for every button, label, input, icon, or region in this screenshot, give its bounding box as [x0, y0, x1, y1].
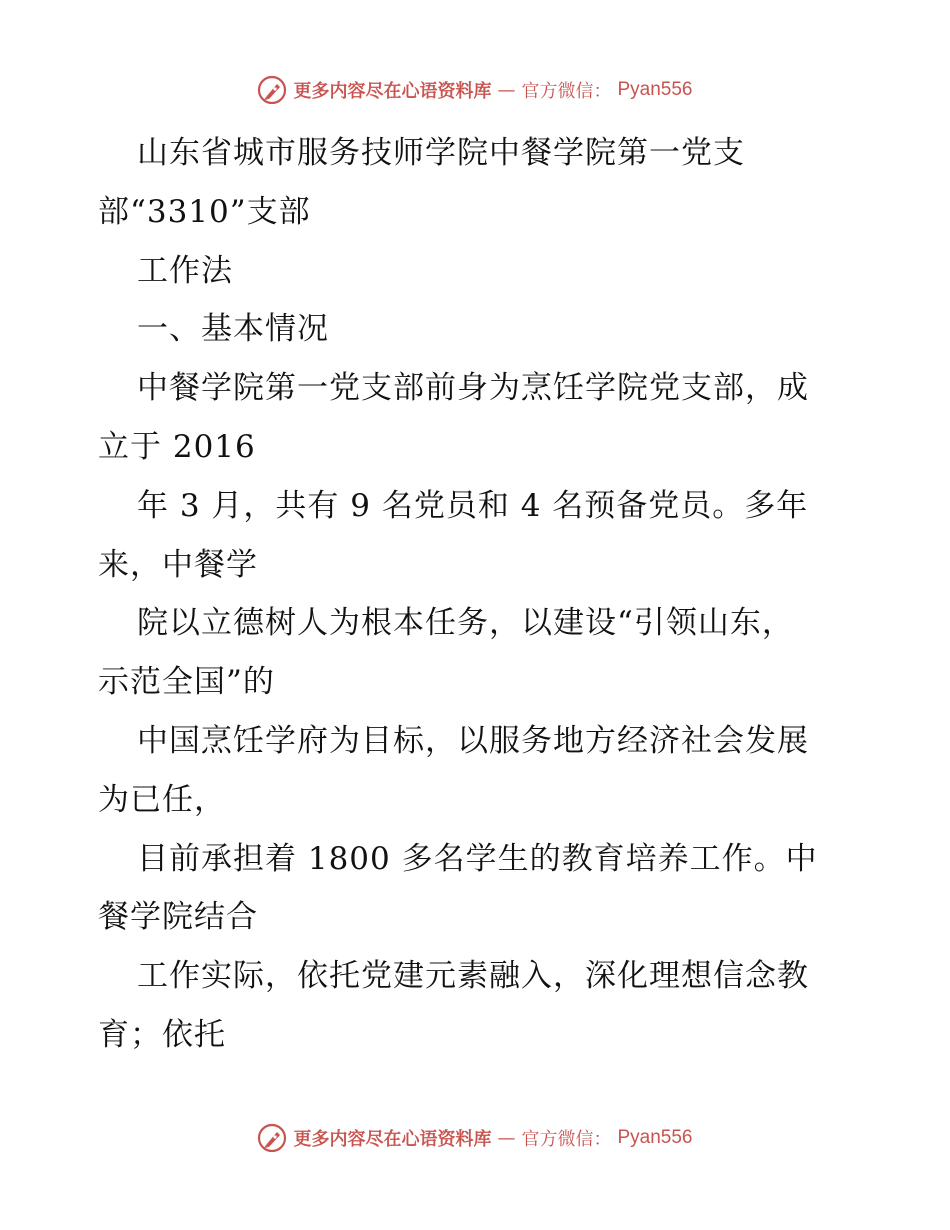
banner-separator: — — [497, 1127, 516, 1149]
doc-line: 餐学院结合 — [98, 899, 258, 936]
doc-line: 为已任， — [98, 781, 226, 818]
doc-line: 来，中餐学 — [98, 546, 258, 583]
banner-separator: — — [497, 79, 516, 101]
doc-line: 院以立德树人为根本任务，以建设“引领山东， — [137, 605, 794, 642]
quill-pen-icon — [257, 1123, 287, 1153]
banner-wechat-handle: Pyan556 — [617, 79, 693, 100]
document-body — [98, 124, 858, 1065]
banner-brand-text: 更多内容尽在心语资料库 — [293, 81, 492, 102]
footer-banner — [0, 1118, 950, 1158]
header-banner — [0, 70, 950, 110]
banner-wechat-handle: Pyan556 — [617, 1127, 693, 1148]
doc-line: 目前承担着 1800 多名学生的教育培养工作。中 — [137, 840, 818, 877]
quill-pen-icon — [257, 75, 287, 105]
banner-wechat-label: 官方微信： — [521, 1129, 612, 1150]
doc-line: 中餐学院第一党支部前身为烹饪学院党支部，成 — [137, 370, 809, 407]
doc-line: 育；依托 — [98, 1016, 226, 1053]
doc-line: 中国烹饪学府为目标，以服务地方经济社会发展 — [137, 722, 809, 759]
doc-line: 工作法 — [137, 252, 233, 289]
doc-line: 立于 2016 — [98, 428, 256, 465]
banner-brand-text: 更多内容尽在心语资料库 — [293, 1129, 492, 1150]
doc-line: 工作实际，依托党建元素融入，深化理想信念教 — [137, 958, 809, 995]
banner-wechat-label: 官方微信： — [521, 81, 612, 102]
doc-line: 部“3310”支部 — [98, 193, 311, 230]
doc-line: 山东省城市服务技师学院中餐学院第一党支 — [137, 135, 745, 171]
section-heading: 一、基本情况 — [137, 311, 329, 348]
doc-line: 示范全国”的 — [98, 664, 275, 701]
doc-line: 年 3 月，共有 9 名党员和 4 名预备党员。多年 — [137, 487, 809, 524]
